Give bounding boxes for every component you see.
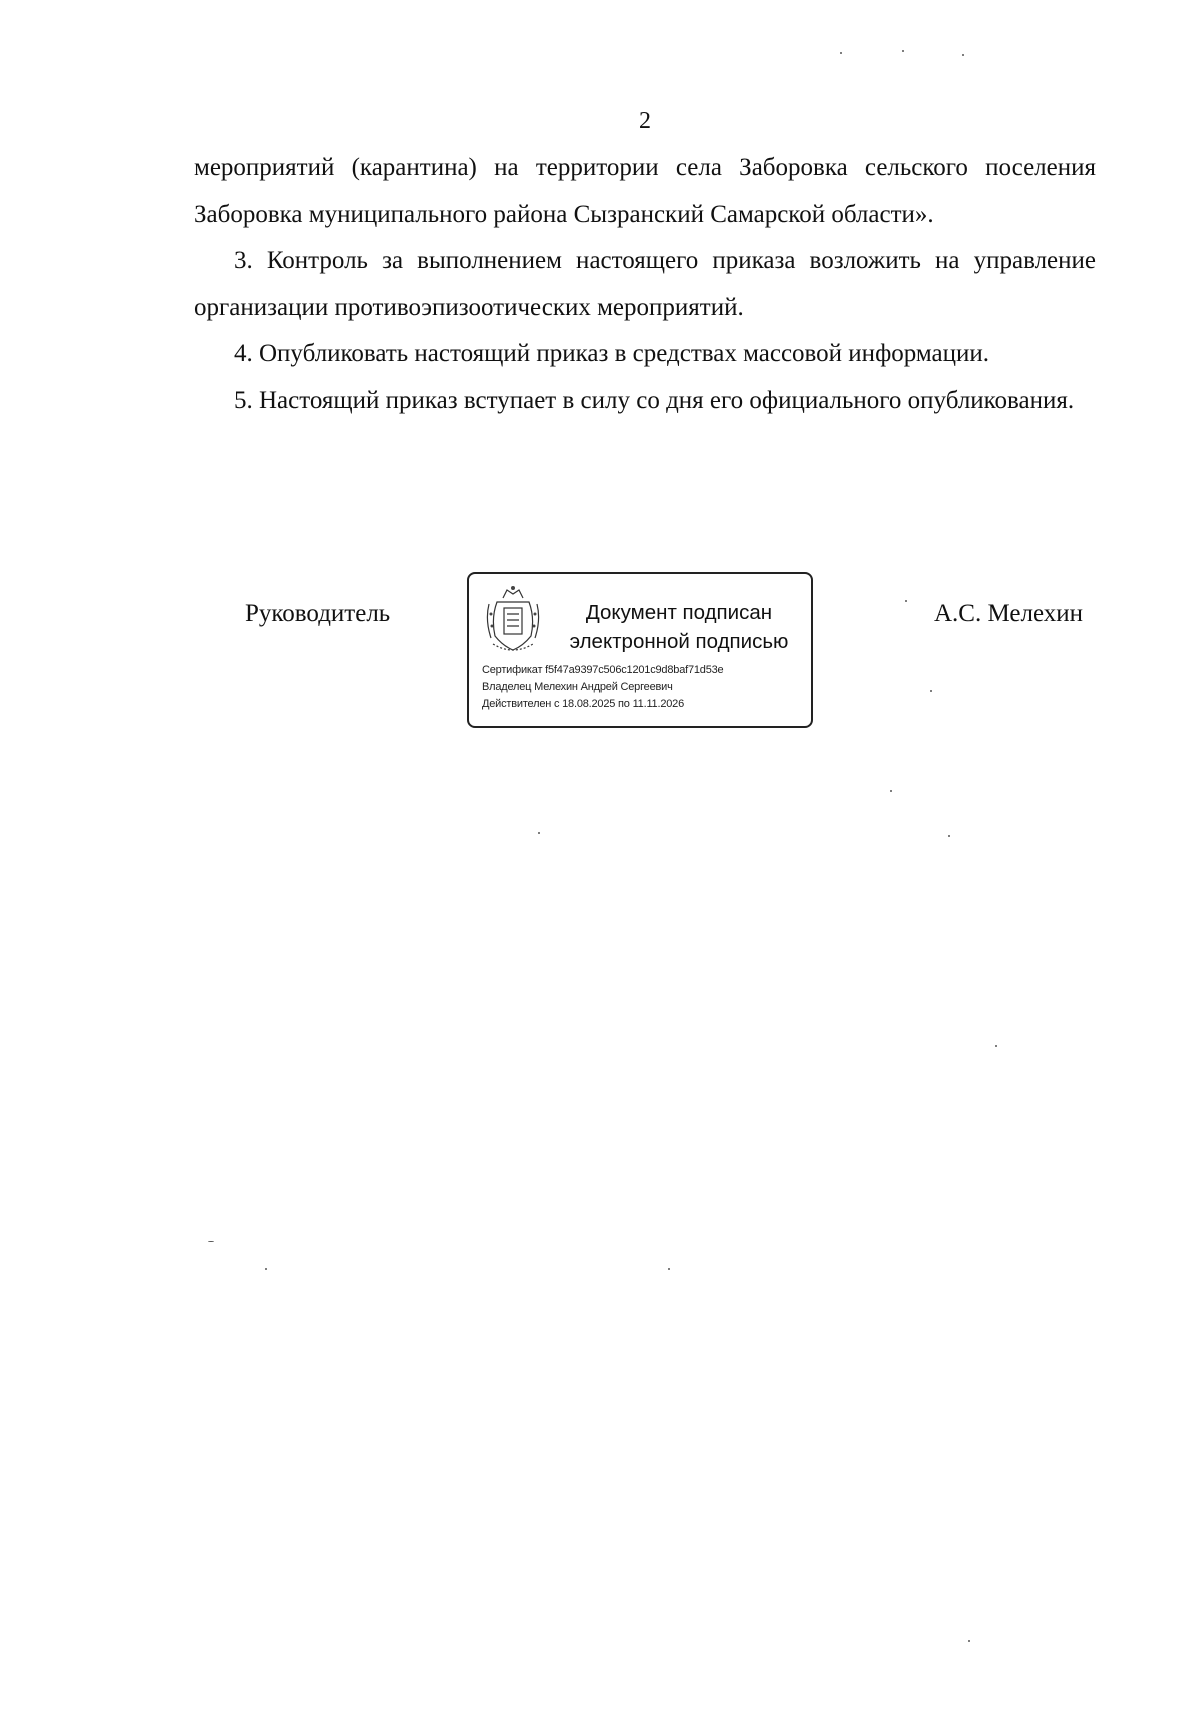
scan-speck — [962, 54, 964, 56]
stamp-heading-line1: Документ подписан — [585, 601, 773, 624]
document-body — [194, 145, 1096, 424]
paragraph-continuation: мероприятий (карантина) на территории села Заборовка сельского поселения Заборовка муниципального района Сызранский Самарской области». — [194, 154, 1096, 228]
stamp-validity: Действителен с 18.08.2025 по 11.11.2026 — [482, 698, 684, 710]
scan-speck — [948, 835, 950, 837]
scan-speck — [930, 690, 932, 692]
electronic-signature-stamp — [467, 572, 813, 728]
scan-speck — [968, 1640, 970, 1642]
stamp-certificate: Сертификат f5f47a9397c506c1201c9d8baf71d53e — [482, 664, 724, 676]
stamp-heading — [559, 598, 799, 656]
paragraph-5: 5. Настоящий приказ вступает в силу со дня его официального опубликования. — [234, 386, 1075, 414]
scan-speck — [995, 1045, 997, 1047]
stamp-owner: Владелец Мелехин Андрей Сергеевич — [482, 681, 673, 693]
scan-speck — [890, 790, 892, 792]
paragraph-4: 4. Опубликовать настоящий приказ в средствах массовой информации. — [234, 340, 990, 367]
page-number: 2 — [639, 108, 651, 134]
scan-speck — [265, 1268, 267, 1270]
scan-speck — [668, 1268, 670, 1270]
stamp-details — [482, 662, 723, 713]
signer-name: А.С. Мелехин — [934, 600, 1083, 627]
scan-speck — [902, 50, 904, 52]
paragraph-3: 3. Контроль за выполнением настоящего приказа возложить на управление организации противоэпизоотических мероприятий. — [194, 247, 1096, 321]
scan-speck — [208, 1241, 214, 1242]
coat-of-arms-icon — [483, 584, 543, 654]
scan-speck — [840, 52, 842, 54]
signer-position: Руководитель — [245, 600, 391, 627]
stamp-heading-line2: электронной подписью — [569, 630, 789, 653]
scan-speck — [538, 832, 540, 834]
scan-speck — [905, 600, 907, 602]
